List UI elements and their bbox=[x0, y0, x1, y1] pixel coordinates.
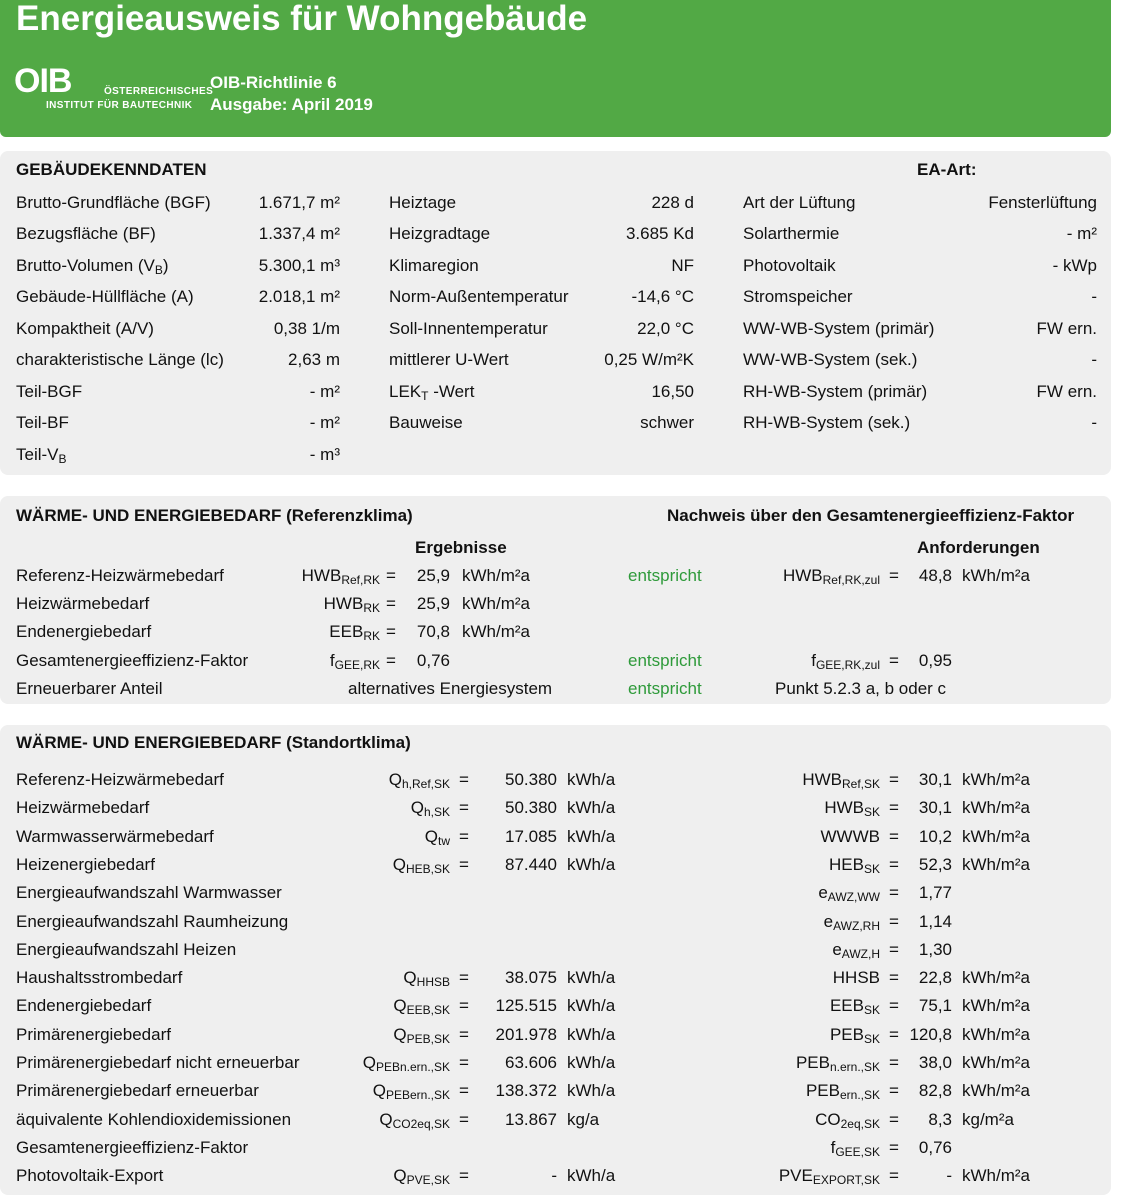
std-value: 50.380 bbox=[505, 770, 557, 789]
std-spec-sub: EXPORT,SK bbox=[812, 1173, 880, 1187]
std-equals: = bbox=[459, 1166, 469, 1185]
geb-label bbox=[16, 224, 156, 244]
std-spec-symbol bbox=[720, 940, 880, 964]
geb-label: Stromspeicher bbox=[743, 287, 853, 306]
std-spec-symbol bbox=[720, 770, 880, 794]
std-value: 63.606 bbox=[505, 1053, 557, 1072]
std-spec-symbol bbox=[720, 855, 880, 879]
std-spec-equals: = bbox=[889, 940, 899, 959]
ref-symbol-sub: RK bbox=[363, 629, 380, 643]
std-q-sub: h,SK bbox=[423, 805, 450, 819]
std-spec-main: PEB bbox=[795, 1053, 830, 1072]
geb-label bbox=[389, 413, 463, 433]
std-value: 38.075 bbox=[505, 968, 557, 987]
std-spec-equals: = bbox=[889, 968, 899, 987]
std-spec-unit: kWh/m²a bbox=[962, 1081, 1030, 1100]
std-q-symbol bbox=[300, 770, 450, 794]
std-spec-equals: = bbox=[889, 883, 899, 902]
std-spec-equals: = bbox=[889, 770, 899, 789]
geb-value: 16,50 bbox=[651, 382, 694, 401]
ref-unit: kWh/m²a bbox=[462, 566, 530, 585]
std-spec-value: 1,77 bbox=[918, 883, 952, 902]
geb-label bbox=[16, 256, 169, 280]
std-spec-symbol bbox=[720, 798, 880, 822]
ref-symbol-sub: Ref,RK bbox=[341, 573, 380, 587]
geb-label: Photovoltaik bbox=[743, 256, 836, 275]
req-symbol-sub: GEE,RK,zul bbox=[815, 658, 880, 672]
std-unit: kWh/a bbox=[567, 1081, 616, 1100]
req-value: 48,8 bbox=[918, 566, 952, 585]
std-q-main: Q bbox=[410, 798, 424, 817]
std-unit: kg/a bbox=[567, 1110, 600, 1129]
section-heading: GEBÄUDEKENNDATEN bbox=[16, 160, 207, 179]
std-spec-symbol bbox=[720, 912, 880, 936]
ref-status: entspricht bbox=[628, 651, 702, 670]
geb-value: - m² bbox=[309, 413, 340, 432]
std-spec-equals: = bbox=[889, 1025, 899, 1044]
geb-value: 2,63 m bbox=[288, 350, 340, 369]
req-equals: = bbox=[889, 566, 899, 585]
oib-logo-line2: INSTITUT FÜR BAUTECHNIK bbox=[46, 100, 193, 111]
std-label: Energieaufwandszahl Heizen bbox=[16, 940, 237, 959]
std-spec-symbol bbox=[720, 1025, 880, 1049]
std-q-sub: EEB,SK bbox=[406, 1003, 450, 1017]
std-value: 17.085 bbox=[505, 827, 557, 846]
std-label: Primärenergiebedarf nicht erneuerbar bbox=[16, 1053, 300, 1072]
std-label: Endenergiebedarf bbox=[16, 996, 152, 1015]
geb-value: 0,38 1/m bbox=[273, 319, 340, 338]
geb-label-text: Klimaregion bbox=[389, 256, 479, 275]
std-value: 201.978 bbox=[495, 1025, 557, 1044]
geb-label bbox=[389, 224, 490, 244]
std-spec-equals: = bbox=[889, 912, 899, 931]
std-label: Gesamtenergieeffizienz-Faktor bbox=[16, 1138, 249, 1157]
std-equals: = bbox=[459, 1081, 469, 1100]
geb-value: 1.671,7 m² bbox=[258, 193, 340, 212]
ref-unit: kWh/m²a bbox=[462, 622, 530, 641]
std-spec-main: CO bbox=[815, 1110, 841, 1129]
std-spec-equals: = bbox=[889, 1138, 899, 1157]
geb-label-text: Gebäude-Hüllfläche (A) bbox=[16, 287, 194, 306]
std-q-sub: PEB,SK bbox=[406, 1032, 450, 1046]
std-spec-equals: = bbox=[889, 1081, 899, 1100]
section-heading: WÄRME- UND ENERGIEBEDARF (Standortklima) bbox=[16, 733, 411, 752]
geb-label: Art der Lüftung bbox=[743, 193, 856, 212]
std-q-main: Q bbox=[372, 1081, 386, 1100]
geb-label bbox=[389, 193, 456, 213]
std-spec-symbol bbox=[720, 1110, 880, 1134]
std-label: Energieaufwandszahl Warmwasser bbox=[16, 883, 282, 902]
std-spec-sub: Ref,SK bbox=[841, 777, 880, 791]
ref-symbol-main: HWB bbox=[301, 566, 342, 585]
std-q-main: Q bbox=[379, 1110, 393, 1129]
std-spec-symbol bbox=[720, 996, 880, 1020]
std-q-sub: CO2eq,SK bbox=[392, 1117, 450, 1131]
geb-value: Fensterlüftung bbox=[988, 193, 1097, 212]
std-spec-main: e bbox=[823, 912, 834, 931]
std-spec-main: EEB bbox=[829, 996, 864, 1015]
geb-value: - bbox=[1091, 350, 1097, 369]
geb-value: FW ern. bbox=[1036, 319, 1097, 338]
std-q-symbol bbox=[300, 1166, 450, 1190]
std-spec-value: 1,30 bbox=[918, 940, 952, 959]
ref-label: Referenz-Heizwärmebedarf bbox=[16, 566, 224, 585]
std-unit: kWh/a bbox=[567, 770, 616, 789]
geb-label-text: Teil-BGF bbox=[16, 382, 83, 401]
std-spec-unit: kWh/m²a bbox=[962, 1053, 1030, 1072]
std-q-symbol bbox=[300, 1053, 450, 1077]
panel-gebaeudekenndaten bbox=[0, 151, 1111, 475]
std-q-main: Q bbox=[393, 1166, 407, 1185]
std-equals: = bbox=[459, 827, 469, 846]
std-spec-value: 0,76 bbox=[918, 1138, 952, 1157]
ref-equals: = bbox=[386, 651, 396, 670]
std-unit: kWh/a bbox=[567, 1166, 616, 1185]
ergebnisse-heading: Ergebnisse bbox=[415, 538, 507, 557]
ref-label: Heizwärmebedarf bbox=[16, 594, 150, 613]
std-spec-unit: kg/m²a bbox=[962, 1110, 1014, 1129]
std-spec-sub: SK bbox=[863, 862, 880, 876]
std-spec-value: 10,2 bbox=[918, 827, 952, 846]
std-spec-sub: AWZ,H bbox=[841, 947, 880, 961]
geb-label bbox=[389, 350, 509, 370]
ref-equals: = bbox=[386, 566, 396, 585]
ref-value: 70,8 bbox=[416, 622, 450, 641]
std-spec-value: 52,3 bbox=[918, 855, 952, 874]
std-q-sub: PEBn.ern.,SK bbox=[375, 1060, 450, 1074]
std-unit: kWh/a bbox=[567, 798, 616, 817]
geb-label bbox=[16, 413, 69, 433]
std-spec-symbol bbox=[720, 1166, 880, 1190]
page-header bbox=[0, 0, 1111, 137]
std-q-main: Q bbox=[393, 1025, 407, 1044]
std-spec-value: 22,8 bbox=[918, 968, 952, 987]
std-q-main: Q bbox=[403, 968, 417, 987]
geb-label-text: charakteristische Länge (lc) bbox=[16, 350, 224, 369]
std-spec-unit: kWh/m²a bbox=[962, 1025, 1030, 1044]
geb-label-end: ) bbox=[162, 256, 169, 275]
std-value: 13.867 bbox=[505, 1110, 557, 1129]
std-q-symbol bbox=[300, 1110, 450, 1134]
std-q-symbol bbox=[300, 1025, 450, 1049]
std-spec-value: 75,1 bbox=[918, 996, 952, 1015]
std-q-sub: PEBern.,SK bbox=[385, 1088, 450, 1102]
std-spec-value: 8,3 bbox=[928, 1110, 952, 1129]
geb-label bbox=[16, 350, 224, 370]
std-unit: kWh/a bbox=[567, 855, 616, 874]
geb-label-text: Bezugsfläche (BF) bbox=[16, 224, 156, 243]
std-q-sub: h,Ref,SK bbox=[401, 777, 450, 791]
panel-referenzklima bbox=[0, 496, 1111, 704]
geb-label: WW-WB-System (sek.) bbox=[743, 350, 918, 369]
ref-symbol bbox=[240, 594, 380, 618]
std-equals: = bbox=[459, 1110, 469, 1129]
std-spec-unit: kWh/m²a bbox=[962, 827, 1030, 846]
geb-label bbox=[16, 319, 154, 339]
anforderungen-heading: Anforderungen bbox=[917, 538, 1040, 557]
geb-label-text: Heizgradtage bbox=[389, 224, 491, 243]
std-unit: kWh/a bbox=[567, 827, 616, 846]
ea-art-label: EA-Art: bbox=[917, 160, 977, 179]
std-value: 87.440 bbox=[505, 855, 557, 874]
ausgabe-label: Ausgabe: April 2019 bbox=[210, 95, 373, 114]
std-label: Heizwärmebedarf bbox=[16, 798, 150, 817]
geb-value: FW ern. bbox=[1036, 382, 1097, 401]
geb-label-text: Teil-V bbox=[16, 445, 59, 464]
ref-symbol-main: f bbox=[329, 651, 335, 670]
std-equals: = bbox=[459, 1025, 469, 1044]
ref-value: 25,9 bbox=[416, 594, 450, 613]
std-q-symbol bbox=[300, 827, 450, 851]
ref-value: 25,9 bbox=[416, 566, 450, 585]
geb-label-sub: B bbox=[154, 263, 163, 277]
std-spec-symbol bbox=[720, 883, 880, 907]
std-q-symbol bbox=[300, 968, 450, 992]
std-label: äquivalente Kohlendioxidemissionen bbox=[16, 1110, 292, 1129]
req-text: Punkt 5.2.3 a, b oder c bbox=[775, 679, 947, 698]
geb-value: 1.337,4 m² bbox=[258, 224, 340, 243]
std-value: 125.515 bbox=[495, 996, 557, 1015]
std-value: - bbox=[551, 1166, 557, 1185]
geb-value: 228 d bbox=[651, 193, 694, 212]
ref-symbol bbox=[240, 622, 380, 646]
geb-label-text: Brutto-Grundfläche (BGF) bbox=[16, 193, 211, 212]
std-spec-sub: SK bbox=[863, 805, 880, 819]
geb-label bbox=[389, 287, 569, 307]
geb-label: WW-WB-System (primär) bbox=[743, 319, 935, 338]
std-spec-sub: n.ern.,SK bbox=[829, 1060, 880, 1074]
std-label: Warmwasserwärmebedarf bbox=[16, 827, 214, 846]
geb-label bbox=[16, 193, 211, 213]
geb-label bbox=[389, 382, 474, 406]
geb-value: 2.018,1 m² bbox=[258, 287, 340, 306]
std-spec-main: f bbox=[830, 1138, 836, 1157]
geb-label: RH-WB-System (primär) bbox=[743, 382, 928, 401]
richtlinie-label: OIB-Richtlinie 6 bbox=[210, 73, 337, 92]
ref-symbol-sub: GEE,RK bbox=[334, 658, 380, 672]
std-unit: kWh/a bbox=[567, 1025, 616, 1044]
std-spec-symbol bbox=[720, 1053, 880, 1077]
std-equals: = bbox=[459, 996, 469, 1015]
std-q-main: Q bbox=[362, 1053, 376, 1072]
std-q-main: Q bbox=[388, 770, 402, 789]
ref-label: Endenergiebedarf bbox=[16, 622, 152, 641]
std-value: 50.380 bbox=[505, 798, 557, 817]
std-spec-symbol bbox=[720, 1081, 880, 1105]
ref-status: entspricht bbox=[628, 566, 702, 585]
geb-value: NF bbox=[671, 256, 694, 275]
ref-symbol-sub: RK bbox=[363, 601, 380, 615]
std-spec-unit: kWh/m²a bbox=[962, 996, 1030, 1015]
std-spec-unit: kWh/m²a bbox=[962, 798, 1030, 817]
std-label: Referenz-Heizwärmebedarf bbox=[16, 770, 224, 789]
std-q-main: Q bbox=[392, 855, 406, 874]
ref-label: Gesamtenergieeffizienz-Faktor bbox=[16, 651, 249, 670]
std-spec-main: PEB bbox=[805, 1081, 840, 1100]
geb-label-text: Norm-Außentemperatur bbox=[389, 287, 569, 306]
std-label: Energieaufwandszahl Raumheizung bbox=[16, 912, 289, 931]
std-spec-main: HEB bbox=[829, 855, 864, 874]
geb-label-text: Soll-Innentemperatur bbox=[389, 319, 548, 338]
geb-label-end: -Wert bbox=[428, 382, 475, 401]
geb-value: - m³ bbox=[309, 445, 340, 464]
std-spec-value: 38,0 bbox=[918, 1053, 952, 1072]
std-q-symbol bbox=[300, 798, 450, 822]
req-value: 0,95 bbox=[918, 651, 952, 670]
std-spec-equals: = bbox=[889, 1166, 899, 1185]
std-spec-unit: kWh/m²a bbox=[962, 968, 1030, 987]
geb-label-sub: T bbox=[421, 389, 429, 403]
std-spec-symbol bbox=[720, 968, 880, 988]
std-q-sub: tw bbox=[438, 834, 450, 848]
std-equals: = bbox=[459, 1053, 469, 1072]
req-symbol-sub: Ref,RK,zul bbox=[822, 573, 880, 587]
oib-logo-line1: ÖSTERREICHISCHES bbox=[104, 86, 214, 97]
std-spec-sub: AWZ,RH bbox=[833, 919, 880, 933]
geb-label-text: Bauweise bbox=[389, 413, 463, 432]
ref-symbol bbox=[240, 566, 380, 590]
geb-value: 5.300,1 m³ bbox=[258, 256, 340, 275]
std-equals: = bbox=[459, 968, 469, 987]
std-spec-equals: = bbox=[889, 1053, 899, 1072]
std-q-main: Q bbox=[424, 827, 438, 846]
std-spec-main: HWB bbox=[824, 798, 864, 817]
std-label: Haushaltsstrombedarf bbox=[16, 968, 183, 987]
ref-equals: = bbox=[386, 622, 396, 641]
ref-symbol-main: HWB bbox=[323, 594, 364, 613]
std-spec-value: - bbox=[946, 1166, 952, 1185]
std-spec-main: HHSB bbox=[832, 968, 880, 987]
std-spec-main: e bbox=[832, 940, 842, 959]
std-unit: kWh/a bbox=[567, 968, 616, 987]
ref-unit: kWh/m²a bbox=[462, 594, 530, 613]
std-spec-value: 120,8 bbox=[909, 1025, 952, 1044]
std-spec-equals: = bbox=[889, 798, 899, 817]
std-equals: = bbox=[459, 770, 469, 789]
std-spec-value: 82,8 bbox=[918, 1081, 952, 1100]
std-spec-sub: ern.,SK bbox=[839, 1088, 880, 1102]
req-symbol bbox=[730, 651, 880, 675]
geb-label bbox=[16, 287, 194, 307]
std-q-sub: PVE,SK bbox=[406, 1173, 450, 1187]
nachweis-heading: Nachweis über den Gesamtenergieeffizienz-Faktor bbox=[667, 506, 1075, 525]
geb-label bbox=[16, 382, 82, 402]
std-q-sub: HHSB bbox=[416, 975, 450, 989]
std-equals: = bbox=[459, 798, 469, 817]
std-spec-equals: = bbox=[889, 827, 899, 846]
geb-value: -14,6 °C bbox=[631, 287, 694, 306]
geb-value: - m² bbox=[309, 382, 340, 401]
std-q-main: Q bbox=[393, 996, 407, 1015]
page-title: Energieausweis für Wohngebäude bbox=[16, 0, 588, 38]
req-symbol-main: f bbox=[811, 651, 816, 670]
std-spec-unit: kWh/m²a bbox=[962, 1166, 1030, 1185]
geb-label-text: Brutto-Volumen (V bbox=[16, 256, 155, 275]
std-spec-symbol bbox=[720, 1138, 880, 1162]
geb-label bbox=[389, 319, 548, 339]
geb-label-text: Heiztage bbox=[389, 193, 457, 212]
geb-value: schwer bbox=[640, 413, 694, 432]
geb-value: 0,25 W/m²K bbox=[604, 350, 694, 369]
std-q-symbol bbox=[300, 855, 450, 879]
std-q-sub: HEB,SK bbox=[405, 862, 450, 876]
std-spec-main: PVE bbox=[778, 1166, 813, 1185]
std-q-symbol bbox=[300, 1081, 450, 1105]
std-q-symbol bbox=[300, 996, 450, 1020]
std-spec-sub: GEE,SK bbox=[835, 1145, 880, 1159]
std-spec-sub: SK bbox=[863, 1032, 880, 1046]
req-symbol-main: HWB bbox=[782, 566, 823, 585]
std-unit: kWh/a bbox=[567, 1053, 616, 1072]
std-value: 138.372 bbox=[495, 1081, 557, 1100]
geb-label-text: mittlerer U-Wert bbox=[389, 350, 509, 369]
std-spec-value: 30,1 bbox=[918, 798, 952, 817]
ref-value: 0,76 bbox=[416, 651, 450, 670]
req-unit: kWh/m²a bbox=[962, 566, 1030, 585]
geb-label bbox=[389, 256, 479, 276]
std-spec-main: WWWB bbox=[820, 827, 880, 846]
geb-label-text: Kompaktheit (A/V) bbox=[16, 319, 154, 338]
std-equals: = bbox=[459, 855, 469, 874]
geb-label bbox=[16, 445, 67, 469]
geb-value: - kWp bbox=[1052, 256, 1097, 275]
req-symbol bbox=[730, 566, 880, 590]
ref-label: Erneuerbarer Anteil bbox=[16, 679, 163, 698]
geb-label-text: Teil-BF bbox=[16, 413, 69, 432]
ref-status: entspricht bbox=[628, 679, 702, 698]
section-heading: WÄRME- UND ENERGIEBEDARF (Referenzklima) bbox=[16, 506, 413, 525]
geb-value: 22,0 °C bbox=[637, 319, 694, 338]
std-spec-value: 30,1 bbox=[918, 770, 952, 789]
ref-symbol-main: EEB bbox=[329, 622, 364, 641]
std-label: Primärenergiebedarf erneuerbar bbox=[16, 1081, 259, 1100]
panel-standortklima bbox=[0, 725, 1111, 1195]
std-unit: kWh/a bbox=[567, 996, 616, 1015]
std-spec-value: 1,14 bbox=[918, 912, 952, 931]
geb-value: - m² bbox=[1066, 224, 1097, 243]
ref-symbol bbox=[240, 651, 380, 675]
std-label: Photovoltaik-Export bbox=[16, 1166, 164, 1185]
geb-label: Solarthermie bbox=[743, 224, 840, 243]
geb-label-sub: B bbox=[58, 452, 67, 466]
geb-label-text: LEK bbox=[389, 382, 422, 401]
std-spec-main: HWB bbox=[802, 770, 842, 789]
geb-value: 3.685 Kd bbox=[625, 224, 694, 243]
std-spec-main: e bbox=[818, 883, 828, 902]
geb-value: - bbox=[1091, 413, 1097, 432]
std-spec-unit: kWh/m²a bbox=[962, 855, 1030, 874]
std-spec-equals: = bbox=[889, 855, 899, 874]
req-equals: = bbox=[889, 651, 899, 670]
oib-logo-mark: OIB bbox=[14, 62, 72, 100]
std-spec-equals: = bbox=[889, 996, 899, 1015]
std-spec-main: PEB bbox=[829, 1025, 864, 1044]
geb-value: - bbox=[1091, 287, 1097, 306]
std-label: Heizenergiebedarf bbox=[16, 855, 155, 874]
ref-alt-text: alternatives Energiesystem bbox=[348, 679, 553, 698]
std-spec-sub: AWZ,WW bbox=[827, 890, 880, 904]
ref-equals: = bbox=[386, 594, 396, 613]
std-spec-unit: kWh/m²a bbox=[962, 770, 1030, 789]
std-label: Primärenergiebedarf bbox=[16, 1025, 171, 1044]
std-spec-sub: 2eq,SK bbox=[840, 1117, 880, 1131]
std-spec-symbol bbox=[720, 827, 880, 847]
geb-label: RH-WB-System (sek.) bbox=[743, 413, 911, 432]
std-spec-equals: = bbox=[889, 1110, 899, 1129]
std-spec-sub: SK bbox=[863, 1003, 880, 1017]
